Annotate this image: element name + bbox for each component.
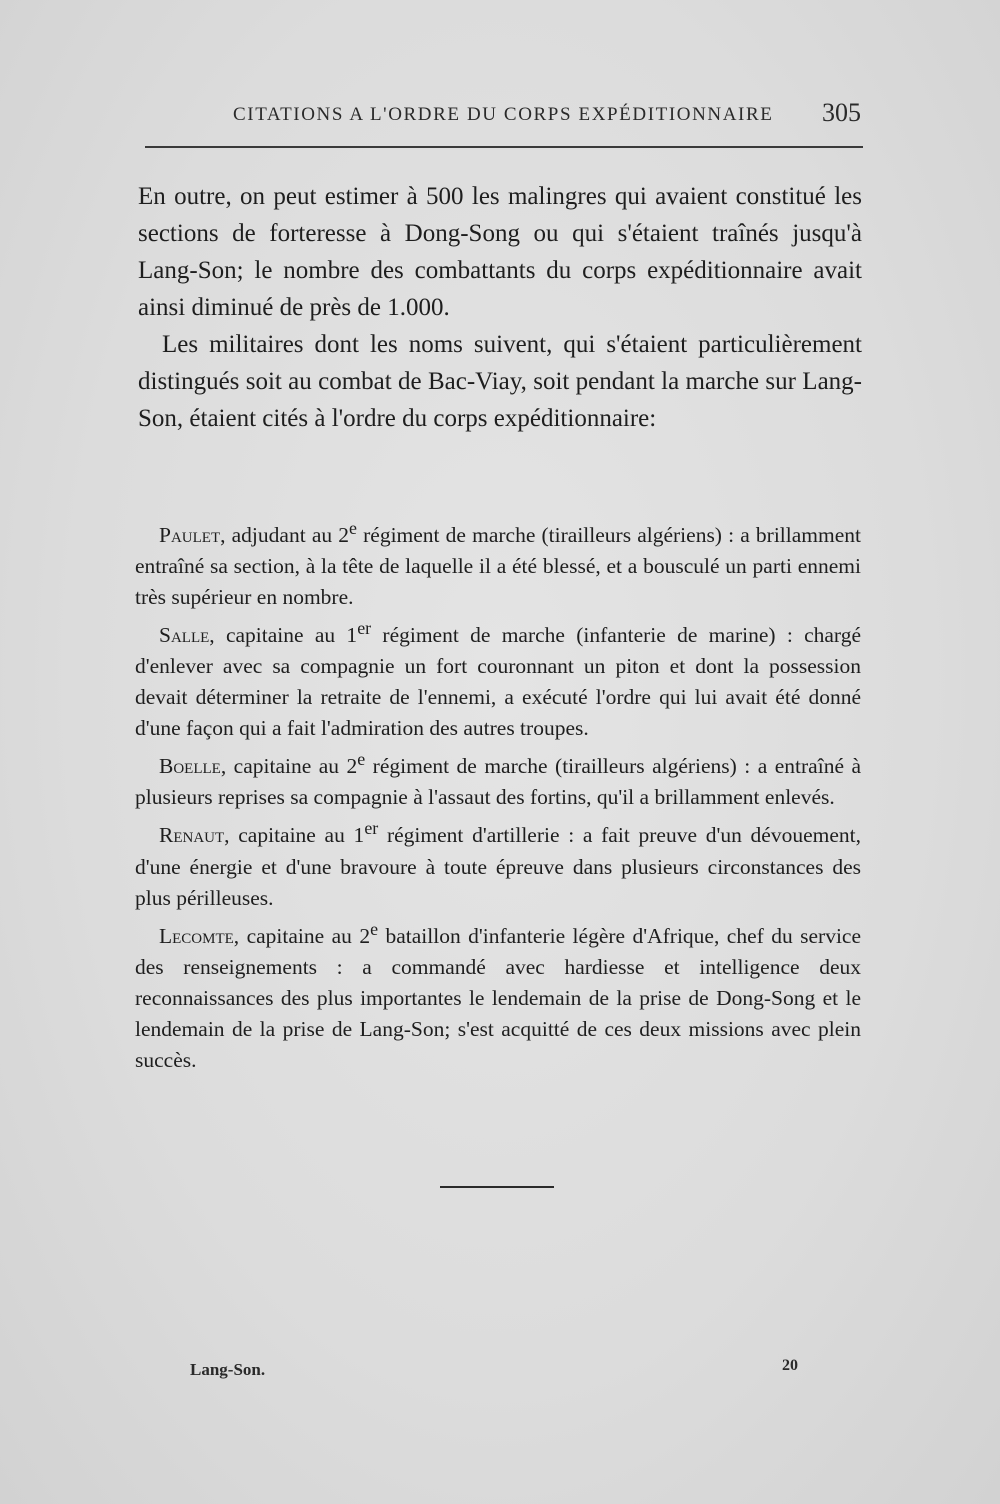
section-end-rule bbox=[440, 1186, 554, 1188]
header-rule bbox=[145, 146, 863, 148]
citation-entry bbox=[135, 513, 861, 613]
citation-name: Paulet bbox=[159, 523, 221, 548]
citation-entry bbox=[135, 744, 861, 813]
citation-entry bbox=[135, 914, 861, 1076]
citation-text: régiment de marche (infanterie de marine) : chargé d'enlever avec sa compagnie un fort couronnant un piton et dont la possession devait déterminer la retraite de l'ennemi, a exécuté l'ordre qui lui avait été donné d'une façon qui a fait l'admiration des autres troupes. bbox=[135, 623, 861, 741]
citation-text: régiment d'artillerie : a fait preuve d'un dévouement, d'une énergie et d'une bravoure à toute épreuve dans plusieurs circonstances des plus périlleuses. bbox=[135, 823, 861, 910]
citation-rank: , capitaine au 2 bbox=[220, 754, 358, 779]
citation-text: régiment de marche (tirailleurs algériens) : a brillamment entraîné sa section, à la tête de laquelle il a été blessé, et a bousculé un parti ennemi très supérieur en nombre. bbox=[135, 523, 861, 610]
citation-rank: , adjudant au 2 bbox=[220, 523, 350, 548]
citation-entry bbox=[135, 813, 861, 913]
page-header bbox=[145, 96, 863, 136]
citation-ordinal: er bbox=[357, 618, 372, 639]
citation-name: Lecomte bbox=[159, 923, 234, 948]
signature-number: 20 bbox=[782, 1357, 798, 1374]
citation-rank: , capitaine au 1 bbox=[209, 623, 358, 648]
intro-text bbox=[138, 178, 862, 437]
citation-ordinal: e bbox=[357, 749, 366, 770]
citation-rank: , capitaine au 2 bbox=[233, 923, 371, 948]
citation-ordinal: e bbox=[349, 518, 357, 538]
signature-mark: Lang-Son. bbox=[190, 1360, 266, 1379]
citation-entry bbox=[135, 613, 861, 744]
citation-name: Boelle bbox=[159, 754, 221, 779]
citation-text: bataillon d'infanterie légère d'Afrique, chef du service des renseignements : a commandé avec hardiesse et intelligence deux reconnaissances des plus importantes le lendemain de la prise de Dong-Song et le lendemain de la prise de Lang-Son; s'est acquitté de ces deux missions avec plein succès. bbox=[135, 923, 861, 1072]
citations-list bbox=[135, 513, 861, 1076]
page-number: 305 bbox=[822, 98, 861, 127]
citation-name: Renaut bbox=[159, 823, 225, 848]
running-title: CITATIONS A L'ORDRE DU CORPS EXPÉDITIONNAIRE bbox=[233, 104, 774, 125]
citation-text: régiment de marche (tirailleurs algériens) : a entraîné à plusieurs reprises sa compagnie à l'assaut des fortins, qu'il a brillamment enlevés. bbox=[135, 754, 861, 810]
intro-paragraph: Les militaires dont les noms suivent, qui s'étaient particulièrement distingués soit au combat de Bac-Viay, soit pendant la marche sur Lang-Son, étaient cités à l'ordre du corps expéditionnaire: bbox=[138, 331, 862, 432]
citation-rank: , capitaine au 1 bbox=[224, 823, 365, 848]
intro-paragraph: En outre, on peut estimer à 500 les malingres qui avaient constitué les sections de forteresse à Dong-Song ou qui s'étaient traînés jusqu'à Lang-Son; le nombre des combattants du corps expéditionnaire avait ainsi diminué de près de 1.000. bbox=[138, 183, 862, 321]
citation-name: Salle bbox=[159, 623, 210, 648]
citation-ordinal: er bbox=[364, 818, 379, 839]
citation-ordinal: e bbox=[370, 918, 379, 939]
